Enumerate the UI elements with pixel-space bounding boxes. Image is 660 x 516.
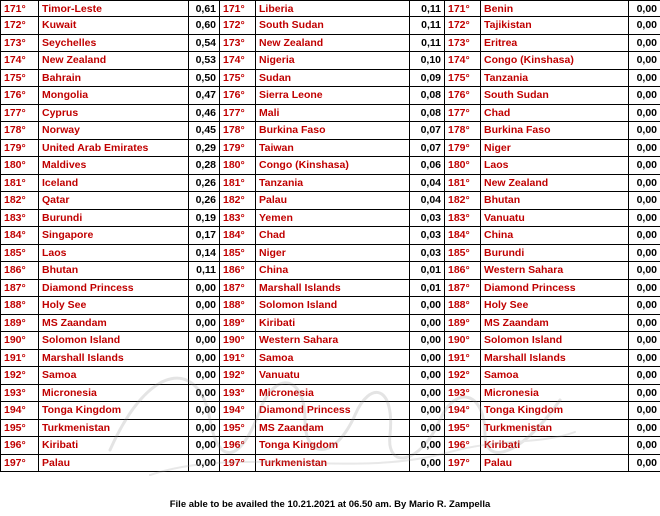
value-cell: 0,00: [410, 297, 445, 315]
rank-cell: 177°: [445, 104, 481, 122]
country-cell: Mali: [256, 104, 410, 122]
table-row: [1, 279, 660, 297]
country-cell: Turkmenistan: [256, 454, 410, 472]
rank-cell: 182°: [445, 192, 481, 210]
rank-cell: 190°: [220, 332, 256, 350]
value-cell: 0,17: [189, 227, 220, 245]
country-cell: Western Sahara: [481, 262, 629, 280]
table-row: [1, 174, 660, 192]
rank-cell: 176°: [1, 87, 39, 105]
country-cell: Niger: [256, 244, 410, 262]
value-cell: 0,00: [629, 34, 660, 52]
table-row: [1, 244, 660, 262]
rank-cell: 180°: [1, 157, 39, 175]
rank-cell: 176°: [220, 87, 256, 105]
country-cell: MS Zaandam: [39, 314, 189, 332]
rank-cell: 188°: [1, 297, 39, 315]
country-cell: Yemen: [256, 209, 410, 227]
value-cell: 0,11: [410, 34, 445, 52]
rank-cell: 196°: [220, 437, 256, 455]
rank-cell: 179°: [220, 139, 256, 157]
rank-cell: 191°: [445, 349, 481, 367]
country-cell: Palau: [39, 454, 189, 472]
country-cell: Tonga Kingdom: [39, 402, 189, 420]
country-cell: Sudan: [256, 69, 410, 87]
rank-cell: 178°: [220, 122, 256, 140]
table-row: [1, 262, 660, 280]
value-cell: 0,00: [629, 349, 660, 367]
rank-cell: 193°: [445, 384, 481, 402]
country-cell: Diamond Princess: [39, 279, 189, 297]
value-cell: 0,00: [410, 454, 445, 472]
rank-cell: 172°: [1, 17, 39, 35]
country-cell: Chad: [256, 227, 410, 245]
value-cell: 0,00: [629, 367, 660, 385]
rank-cell: 186°: [445, 262, 481, 280]
value-cell: 0,54: [189, 34, 220, 52]
value-cell: 0,00: [189, 437, 220, 455]
value-cell: 0,00: [629, 209, 660, 227]
table-row: [1, 1, 660, 17]
table-row: [1, 227, 660, 245]
value-cell: 0,00: [629, 297, 660, 315]
value-cell: 0,47: [189, 87, 220, 105]
value-cell: 0,53: [189, 52, 220, 70]
country-cell: South Sudan: [481, 87, 629, 105]
value-cell: 0,00: [629, 104, 660, 122]
rank-cell: 185°: [1, 244, 39, 262]
value-cell: 0,08: [410, 87, 445, 105]
rank-cell: 195°: [220, 419, 256, 437]
value-cell: 0,60: [189, 17, 220, 35]
value-cell: 0,50: [189, 69, 220, 87]
country-cell: Solomon Island: [39, 332, 189, 350]
value-cell: 0,11: [410, 17, 445, 35]
value-cell: 0,03: [410, 227, 445, 245]
value-cell: 0,00: [410, 332, 445, 350]
value-cell: 0,29: [189, 139, 220, 157]
country-cell: Maldives: [39, 157, 189, 175]
rank-cell: 173°: [220, 34, 256, 52]
value-cell: 0,00: [629, 157, 660, 175]
country-cell: Palau: [481, 454, 629, 472]
table-row: [1, 384, 660, 402]
rank-cell: 178°: [445, 122, 481, 140]
value-cell: 0,00: [629, 419, 660, 437]
value-cell: 0,01: [410, 279, 445, 297]
value-cell: 0,00: [189, 384, 220, 402]
country-cell: Liberia: [256, 1, 410, 17]
rank-cell: 182°: [1, 192, 39, 210]
rank-cell: 186°: [1, 262, 39, 280]
value-cell: 0,11: [189, 262, 220, 280]
rank-cell: 175°: [445, 69, 481, 87]
value-cell: 0,00: [629, 314, 660, 332]
rank-cell: 174°: [220, 52, 256, 70]
rank-cell: 177°: [220, 104, 256, 122]
country-cell: Diamond Princess: [481, 279, 629, 297]
value-cell: 0,00: [629, 122, 660, 140]
country-cell: MS Zaandam: [256, 419, 410, 437]
value-cell: 0,03: [410, 244, 445, 262]
rank-cell: 182°: [220, 192, 256, 210]
value-cell: 0,00: [629, 262, 660, 280]
country-cell: MS Zaandam: [481, 314, 629, 332]
country-cell: Eritrea: [481, 34, 629, 52]
country-cell: Holy See: [481, 297, 629, 315]
rank-cell: 187°: [1, 279, 39, 297]
country-cell: Burundi: [39, 209, 189, 227]
rank-cell: 193°: [220, 384, 256, 402]
rank-cell: 175°: [1, 69, 39, 87]
table-row: [1, 52, 660, 70]
rank-cell: 192°: [445, 367, 481, 385]
value-cell: 0,04: [410, 174, 445, 192]
country-cell: Turkmenistan: [39, 419, 189, 437]
value-cell: 0,08: [410, 104, 445, 122]
table-row: [1, 349, 660, 367]
country-cell: Samoa: [481, 367, 629, 385]
country-cell: Vanuatu: [481, 209, 629, 227]
rank-cell: 189°: [445, 314, 481, 332]
rank-cell: 197°: [445, 454, 481, 472]
country-cell: Solomon Island: [481, 332, 629, 350]
value-cell: 0,00: [189, 454, 220, 472]
value-cell: 0,00: [410, 419, 445, 437]
country-cell: Bahrain: [39, 69, 189, 87]
country-cell: Micronesia: [256, 384, 410, 402]
value-cell: 0,00: [629, 227, 660, 245]
table-row: [1, 437, 660, 455]
rank-cell: 197°: [220, 454, 256, 472]
rank-cell: 191°: [220, 349, 256, 367]
table-row: [1, 454, 660, 472]
country-cell: Singapore: [39, 227, 189, 245]
country-cell: Palau: [256, 192, 410, 210]
value-cell: 0,00: [629, 52, 660, 70]
value-cell: 0,00: [629, 69, 660, 87]
country-cell: Turkmenistan: [481, 419, 629, 437]
value-cell: 0,00: [410, 384, 445, 402]
value-cell: 0,45: [189, 122, 220, 140]
country-cell: United Arab Emirates: [39, 139, 189, 157]
country-cell: Congo (Kinshasa): [256, 157, 410, 175]
rank-cell: 175°: [220, 69, 256, 87]
rank-cell: 187°: [445, 279, 481, 297]
country-cell: Laos: [39, 244, 189, 262]
rank-cell: 196°: [445, 437, 481, 455]
rank-cell: 180°: [220, 157, 256, 175]
value-cell: 0,00: [189, 419, 220, 437]
country-cell: Bhutan: [481, 192, 629, 210]
footer-note: File able to be availed the 10.21.2021 at 06.50 am. By Mario R. Zampella: [169, 499, 491, 510]
rank-cell: 194°: [445, 402, 481, 420]
country-cell: China: [256, 262, 410, 280]
country-cell: Vanuatu: [256, 367, 410, 385]
value-cell: 0,00: [629, 139, 660, 157]
value-cell: 0,00: [629, 402, 660, 420]
country-cell: Kiribati: [256, 314, 410, 332]
value-cell: 0,07: [410, 122, 445, 140]
table-row: [1, 87, 660, 105]
table-row: [1, 419, 660, 437]
country-cell: Kuwait: [39, 17, 189, 35]
rank-cell: 173°: [1, 34, 39, 52]
value-cell: 0,28: [189, 157, 220, 175]
rank-cell: 176°: [445, 87, 481, 105]
country-cell: Nigeria: [256, 52, 410, 70]
table-row: [1, 297, 660, 315]
rank-cell: 191°: [1, 349, 39, 367]
value-cell: 0,00: [629, 87, 660, 105]
value-cell: 0,00: [189, 297, 220, 315]
country-cell: New Zealand: [39, 52, 189, 70]
rank-cell: 177°: [1, 104, 39, 122]
value-cell: 0,26: [189, 192, 220, 210]
country-cell: Norway: [39, 122, 189, 140]
value-cell: 0,00: [189, 279, 220, 297]
country-cell: Marshall Islands: [256, 279, 410, 297]
rank-cell: 174°: [445, 52, 481, 70]
rank-cell: 192°: [1, 367, 39, 385]
value-cell: 0,00: [189, 402, 220, 420]
value-cell: 0,00: [629, 437, 660, 455]
rank-cell: 189°: [220, 314, 256, 332]
rank-cell: 171°: [220, 1, 256, 17]
rank-cell: 195°: [1, 419, 39, 437]
value-cell: 0,00: [629, 192, 660, 210]
country-cell: Samoa: [256, 349, 410, 367]
rank-cell: 171°: [445, 1, 481, 17]
value-cell: 0,46: [189, 104, 220, 122]
country-cell: Micronesia: [481, 384, 629, 402]
value-cell: 0,00: [629, 332, 660, 350]
rank-cell: 193°: [1, 384, 39, 402]
country-cell: Kiribati: [481, 437, 629, 455]
country-cell: Western Sahara: [256, 332, 410, 350]
country-cell: Tanzania: [481, 69, 629, 87]
country-cell: Mongolia: [39, 87, 189, 105]
rank-cell: 196°: [1, 437, 39, 455]
country-cell: Burundi: [481, 244, 629, 262]
value-cell: 0,00: [629, 454, 660, 472]
value-cell: 0,00: [629, 384, 660, 402]
country-cell: Tajikistan: [481, 17, 629, 35]
country-cell: Taiwan: [256, 139, 410, 157]
rank-cell: 171°: [1, 1, 39, 17]
rank-cell: 194°: [1, 402, 39, 420]
country-cell: Seychelles: [39, 34, 189, 52]
rank-cell: 179°: [445, 139, 481, 157]
value-cell: 0,61: [189, 1, 220, 17]
rank-cell: 190°: [1, 332, 39, 350]
country-cell: Iceland: [39, 174, 189, 192]
country-cell: Tonga Kingdom: [256, 437, 410, 455]
rank-cell: 189°: [1, 314, 39, 332]
country-cell: Samoa: [39, 367, 189, 385]
value-cell: 0,06: [410, 157, 445, 175]
country-cell: Burkina Faso: [256, 122, 410, 140]
country-cell: Cyprus: [39, 104, 189, 122]
country-cell: New Zealand: [481, 174, 629, 192]
country-cell: Bhutan: [39, 262, 189, 280]
value-cell: 0,14: [189, 244, 220, 262]
rank-cell: 181°: [220, 174, 256, 192]
value-cell: 0,00: [629, 244, 660, 262]
rank-cell: 183°: [220, 209, 256, 227]
value-cell: 0,00: [410, 367, 445, 385]
rank-cell: 173°: [445, 34, 481, 52]
value-cell: 0,10: [410, 52, 445, 70]
country-cell: Tonga Kingdom: [481, 402, 629, 420]
value-cell: 0,00: [189, 314, 220, 332]
value-cell: 0,19: [189, 209, 220, 227]
rank-cell: 195°: [445, 419, 481, 437]
rank-cell: 187°: [220, 279, 256, 297]
country-cell: Sierra Leone: [256, 87, 410, 105]
value-cell: 0,00: [410, 349, 445, 367]
value-cell: 0,00: [629, 17, 660, 35]
rank-cell: 185°: [445, 244, 481, 262]
rank-cell: 174°: [1, 52, 39, 70]
value-cell: 0,00: [410, 437, 445, 455]
value-cell: 0,00: [410, 402, 445, 420]
country-cell: Laos: [481, 157, 629, 175]
rank-cell: 183°: [1, 209, 39, 227]
rank-cell: 188°: [220, 297, 256, 315]
value-cell: 0,01: [410, 262, 445, 280]
value-cell: 0,00: [629, 279, 660, 297]
rank-cell: 180°: [445, 157, 481, 175]
table-row: [1, 402, 660, 420]
country-cell: Tanzania: [256, 174, 410, 192]
country-cell: Kiribati: [39, 437, 189, 455]
value-cell: 0,00: [629, 1, 660, 17]
country-cell: Niger: [481, 139, 629, 157]
table-row: [1, 314, 660, 332]
rank-cell: 186°: [220, 262, 256, 280]
rank-cell: 190°: [445, 332, 481, 350]
table-row: [1, 122, 660, 140]
rank-cell: 194°: [220, 402, 256, 420]
rank-cell: 181°: [1, 174, 39, 192]
country-cell: New Zealand: [256, 34, 410, 52]
table-row: [1, 332, 660, 350]
country-cell: Marshall Islands: [39, 349, 189, 367]
rank-cell: 192°: [220, 367, 256, 385]
value-cell: 0,04: [410, 192, 445, 210]
country-cell: Solomon Island: [256, 297, 410, 315]
value-cell: 0,00: [189, 332, 220, 350]
country-cell: Qatar: [39, 192, 189, 210]
table-row: [1, 157, 660, 175]
table-row: [1, 17, 660, 35]
country-cell: Timor-Leste: [39, 1, 189, 17]
value-cell: 0,26: [189, 174, 220, 192]
table-row: [1, 34, 660, 52]
table-row: [1, 209, 660, 227]
value-cell: 0,07: [410, 139, 445, 157]
value-cell: 0,09: [410, 69, 445, 87]
rank-cell: 188°: [445, 297, 481, 315]
table-row: [1, 139, 660, 157]
country-cell: South Sudan: [256, 17, 410, 35]
rank-cell: 197°: [1, 454, 39, 472]
table-row: [1, 69, 660, 87]
value-cell: 0,00: [629, 174, 660, 192]
country-cell: Diamond Princess: [256, 402, 410, 420]
table-row: [1, 104, 660, 122]
country-cell: China: [481, 227, 629, 245]
value-cell: 0,11: [410, 1, 445, 17]
value-cell: 0,03: [410, 209, 445, 227]
country-cell: Holy See: [39, 297, 189, 315]
rank-cell: 184°: [1, 227, 39, 245]
rank-cell: 181°: [445, 174, 481, 192]
rank-cell: 184°: [445, 227, 481, 245]
country-cell: Benin: [481, 1, 629, 17]
rank-cell: 179°: [1, 139, 39, 157]
rank-cell: 172°: [220, 17, 256, 35]
rank-cell: 184°: [220, 227, 256, 245]
table-row: [1, 367, 660, 385]
value-cell: 0,00: [189, 349, 220, 367]
rank-cell: 183°: [445, 209, 481, 227]
country-cell: Burkina Faso: [481, 122, 629, 140]
rank-cell: 172°: [445, 17, 481, 35]
value-cell: 0,00: [189, 367, 220, 385]
table-row: [1, 192, 660, 210]
country-cell: Micronesia: [39, 384, 189, 402]
rank-cell: 185°: [220, 244, 256, 262]
country-cell: Congo (Kinshasa): [481, 52, 629, 70]
country-cell: Marshall Islands: [481, 349, 629, 367]
ranking-rows: [1, 1, 660, 472]
country-cell: Chad: [481, 104, 629, 122]
value-cell: 0,00: [410, 314, 445, 332]
rank-cell: 178°: [1, 122, 39, 140]
